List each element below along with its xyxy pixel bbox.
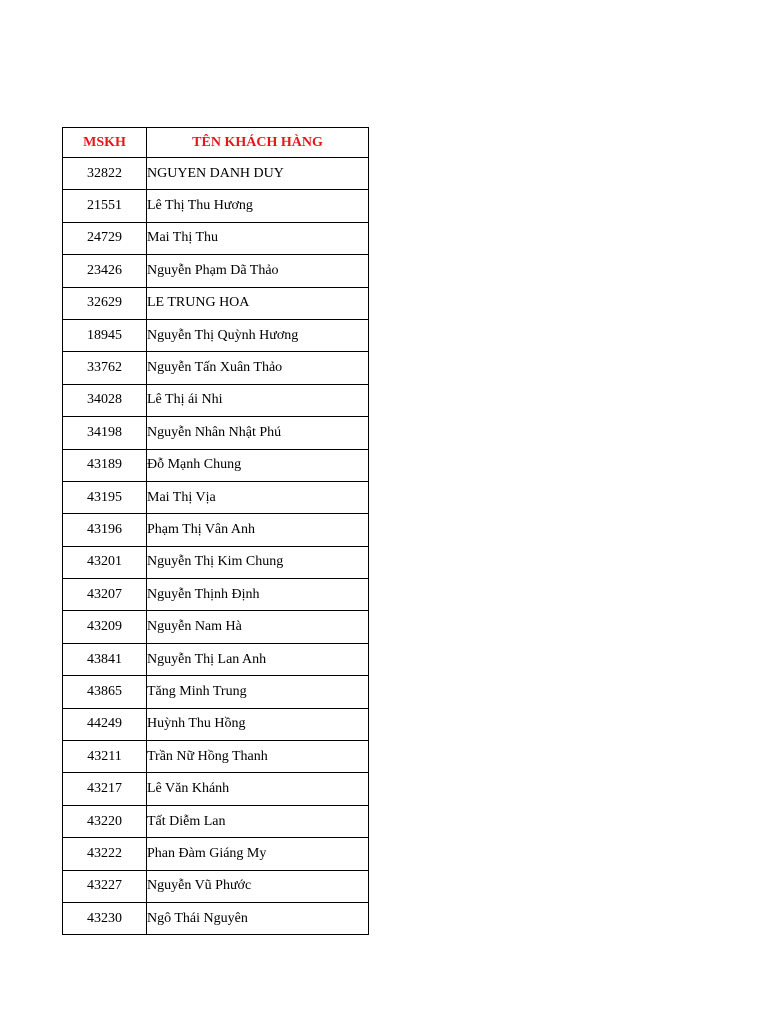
customer-name-cell: Mai Thị Vịa: [147, 481, 369, 513]
customer-name-cell: Mai Thị Thu: [147, 222, 369, 254]
column-header-name: TÊN KHÁCH HÀNG: [147, 128, 369, 158]
customer-name-cell: Nguyễn Nam Hà: [147, 611, 369, 643]
customer-id-cell: 43217: [63, 773, 147, 805]
table-row: [63, 805, 369, 837]
customer-id-cell: 43209: [63, 611, 147, 643]
customer-name-cell: Ngô Thái Nguyên: [147, 902, 369, 934]
customer-name-cell: Nguyễn Thị Quỳnh Hương: [147, 319, 369, 351]
table-row: [63, 579, 369, 611]
customer-id-cell: 43227: [63, 870, 147, 902]
customer-id-cell: 43201: [63, 546, 147, 578]
customer-id-cell: 34028: [63, 384, 147, 416]
customer-table: [62, 127, 369, 935]
table-row: [63, 190, 369, 222]
customer-id-cell: 43207: [63, 579, 147, 611]
customer-id-cell: 43195: [63, 481, 147, 513]
table-row: [63, 643, 369, 675]
customer-name-cell: Nguyễn Phạm Dã Thảo: [147, 255, 369, 287]
customer-id-cell: 43220: [63, 805, 147, 837]
customer-name-cell: Trần Nữ Hồng Thanh: [147, 741, 369, 773]
table-row: [63, 384, 369, 416]
table-row: [63, 773, 369, 805]
table-row: [63, 417, 369, 449]
customer-name-cell: LE TRUNG HOA: [147, 287, 369, 319]
table-row: [63, 611, 369, 643]
customer-name-cell: Phan Đàm Giáng My: [147, 838, 369, 870]
customer-id-cell: 43211: [63, 741, 147, 773]
customer-id-cell: 23426: [63, 255, 147, 287]
customer-name-cell: Nguyễn Vũ Phước: [147, 870, 369, 902]
table-row: [63, 514, 369, 546]
customer-id-cell: 43865: [63, 676, 147, 708]
table-row: [63, 158, 369, 190]
customer-name-cell: Nguyễn Tấn Xuân Thảo: [147, 352, 369, 384]
customer-id-cell: 43841: [63, 643, 147, 675]
table-row: [63, 449, 369, 481]
table-row: [63, 352, 369, 384]
customer-name-cell: Nguyễn Thị Kim Chung: [147, 546, 369, 578]
table-row: [63, 546, 369, 578]
customer-id-cell: 44249: [63, 708, 147, 740]
table-header-row: [63, 128, 369, 158]
table-row: [63, 319, 369, 351]
table-row: [63, 287, 369, 319]
customer-id-cell: 43230: [63, 902, 147, 934]
customer-name-cell: Lê Thị Thu Hương: [147, 190, 369, 222]
customer-name-cell: Nguyễn Nhân Nhật Phú: [147, 417, 369, 449]
customer-id-cell: 32629: [63, 287, 147, 319]
customer-id-cell: 21551: [63, 190, 147, 222]
customer-name-cell: Nguyễn Thịnh Định: [147, 579, 369, 611]
table-row: [63, 741, 369, 773]
customer-id-cell: 32822: [63, 158, 147, 190]
table-row: [63, 481, 369, 513]
customer-name-cell: Tăng Minh Trung: [147, 676, 369, 708]
customer-name-cell: Đỗ Mạnh Chung: [147, 449, 369, 481]
customer-id-cell: 33762: [63, 352, 147, 384]
customer-rows: [63, 158, 369, 935]
table-row: [63, 222, 369, 254]
customer-id-cell: 43196: [63, 514, 147, 546]
customer-sheet: [62, 127, 368, 935]
table-row: [63, 838, 369, 870]
customer-name-cell: Huỳnh Thu Hồng: [147, 708, 369, 740]
customer-id-cell: 43189: [63, 449, 147, 481]
customer-id-cell: 18945: [63, 319, 147, 351]
table-row: [63, 870, 369, 902]
table-row: [63, 708, 369, 740]
table-row: [63, 255, 369, 287]
customer-name-cell: Phạm Thị Vân Anh: [147, 514, 369, 546]
customer-name-cell: Lê Thị ái Nhi: [147, 384, 369, 416]
table-row: [63, 676, 369, 708]
customer-id-cell: 34198: [63, 417, 147, 449]
column-header-id: MSKH: [63, 128, 147, 158]
customer-name-cell: NGUYEN DANH DUY: [147, 158, 369, 190]
customer-id-cell: 43222: [63, 838, 147, 870]
customer-name-cell: Nguyễn Thị Lan Anh: [147, 643, 369, 675]
customer-name-cell: Tất Diễm Lan: [147, 805, 369, 837]
table-row: [63, 902, 369, 934]
customer-id-cell: 24729: [63, 222, 147, 254]
customer-name-cell: Lê Văn Khánh: [147, 773, 369, 805]
